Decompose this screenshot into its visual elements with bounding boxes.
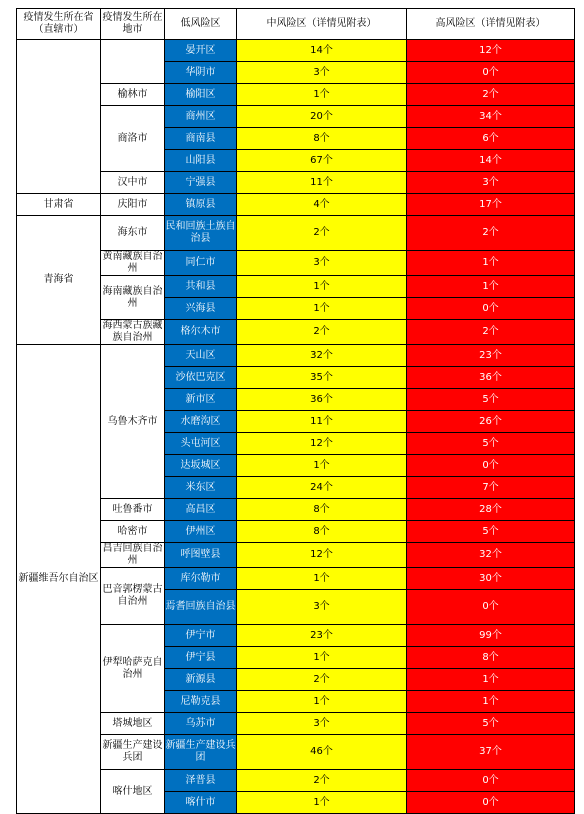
- city-cell: 乌鲁木齐市: [101, 345, 165, 499]
- medium-risk-cell: 3个: [237, 590, 407, 625]
- medium-risk-cell: 1个: [237, 298, 407, 320]
- table-row: [17, 320, 575, 345]
- city-cell: 昌吉回族自治州: [102, 543, 163, 566]
- table-row: [17, 40, 575, 62]
- low-risk-cell: 伊宁市: [165, 625, 237, 647]
- medium-risk-cell: 35个: [237, 367, 407, 389]
- low-risk-cell: 尼勒克县: [165, 691, 237, 713]
- city-cell: 巴音郭楞蒙古自治州: [101, 568, 165, 625]
- city-cell: 海南藏族自治州: [101, 276, 165, 320]
- high-risk-cell: 34个: [407, 106, 575, 128]
- low-risk-cell: 喀什市: [165, 792, 237, 814]
- high-risk-cell: 2个: [407, 320, 575, 345]
- high-risk-cell: 1个: [407, 691, 575, 713]
- header-city: 疫情发生所在地市: [101, 9, 165, 40]
- high-risk-cell: 30个: [407, 568, 575, 590]
- low-risk-cell: 镇原县: [165, 194, 237, 216]
- high-risk-cell: 1个: [407, 251, 575, 276]
- low-risk-cell: 格尔木市: [165, 320, 237, 345]
- medium-risk-cell: 11个: [237, 172, 407, 194]
- high-risk-cell: 2个: [407, 216, 575, 251]
- high-risk-cell: 99个: [407, 625, 575, 647]
- low-risk-cell: 头屯河区: [165, 433, 237, 455]
- city-cell: 汉中市: [101, 172, 165, 194]
- table-row: [17, 713, 575, 735]
- medium-risk-cell: 2个: [237, 770, 407, 792]
- table-body: [17, 40, 575, 814]
- table-row: [17, 345, 575, 367]
- medium-risk-cell: 4个: [237, 194, 407, 216]
- low-risk-cell: 天山区: [165, 345, 237, 367]
- high-risk-cell: 0个: [407, 298, 575, 320]
- high-risk-cell: 5个: [407, 433, 575, 455]
- low-risk-cell: 米东区: [165, 477, 237, 499]
- risk-area-table-container: [16, 8, 575, 814]
- city-cell: 海西蒙古族藏族自治州: [102, 320, 163, 343]
- city-cell: 榆林市: [101, 84, 165, 106]
- high-risk-cell: 1个: [407, 276, 575, 298]
- risk-area-table: [16, 8, 575, 814]
- table-row: [17, 106, 575, 128]
- header-low-risk: 低风险区: [165, 9, 237, 40]
- low-risk-cell: 商南县: [165, 128, 237, 150]
- medium-risk-cell: 11个: [237, 411, 407, 433]
- high-risk-cell: 28个: [407, 499, 575, 521]
- low-risk-cell: 民和回族土族自治县: [165, 216, 237, 251]
- city-cell: [101, 40, 165, 84]
- table-row: [17, 568, 575, 590]
- high-risk-cell: 12个: [407, 40, 575, 62]
- medium-risk-cell: 23个: [237, 625, 407, 647]
- medium-risk-cell: 1个: [237, 691, 407, 713]
- table-row: [17, 276, 575, 298]
- province-cell: 新疆维吾尔自治区: [17, 345, 101, 814]
- high-risk-cell: 8个: [407, 647, 575, 669]
- city-cell: 吐鲁番市: [101, 499, 165, 521]
- high-risk-cell: 32个: [407, 543, 575, 568]
- high-risk-cell: 5个: [407, 521, 575, 543]
- header-province: 疫情发生所在省（直辖市）: [17, 9, 101, 40]
- low-risk-cell: 宁强县: [165, 172, 237, 194]
- table-row: [17, 543, 575, 568]
- high-risk-cell: 0个: [407, 770, 575, 792]
- low-risk-cell: 新源县: [165, 669, 237, 691]
- high-risk-cell: 5个: [407, 389, 575, 411]
- low-risk-cell: 同仁市: [165, 251, 237, 276]
- medium-risk-cell: 3个: [237, 713, 407, 735]
- high-risk-cell: 0个: [407, 590, 575, 625]
- low-risk-cell: 共和县: [165, 276, 237, 298]
- city-cell: 商洛市: [101, 106, 165, 172]
- city-cell: 庆阳市: [101, 194, 165, 216]
- high-risk-cell: 5个: [407, 713, 575, 735]
- high-risk-cell: 17个: [407, 194, 575, 216]
- high-risk-cell: 2个: [407, 84, 575, 106]
- city-cell: 喀什地区: [101, 770, 165, 814]
- table-row: [17, 521, 575, 543]
- medium-risk-cell: 8个: [237, 128, 407, 150]
- province-cell: [17, 40, 101, 194]
- header-row: [17, 9, 575, 40]
- medium-risk-cell: 1个: [237, 455, 407, 477]
- medium-risk-cell: 1个: [237, 84, 407, 106]
- high-risk-cell: 0个: [407, 455, 575, 477]
- table-row: [17, 84, 575, 106]
- high-risk-cell: 26个: [407, 411, 575, 433]
- low-risk-cell: 乌苏市: [165, 713, 237, 735]
- high-risk-cell: 7个: [407, 477, 575, 499]
- low-risk-cell: 新疆生产建设兵团: [165, 735, 237, 770]
- city-cell: 伊犁哈萨克自治州: [101, 625, 165, 713]
- medium-risk-cell: 8个: [237, 499, 407, 521]
- medium-risk-cell: 32个: [237, 345, 407, 367]
- medium-risk-cell: 24个: [237, 477, 407, 499]
- medium-risk-cell: 3个: [237, 62, 407, 84]
- high-risk-cell: 0个: [407, 62, 575, 84]
- low-risk-cell: 沙依巴克区: [165, 367, 237, 389]
- medium-risk-cell: 1个: [237, 568, 407, 590]
- city-cell: 海东市: [101, 216, 165, 251]
- high-risk-cell: 3个: [407, 172, 575, 194]
- header-high-risk: 高风险区（详情见附表）: [407, 9, 575, 40]
- city-cell: 塔城地区: [101, 713, 165, 735]
- city-cell: 黄南藏族自治州: [102, 251, 163, 274]
- table-row: [17, 172, 575, 194]
- city-cell: 新疆生产建设兵团: [101, 735, 165, 770]
- low-risk-cell: 兴海县: [165, 298, 237, 320]
- city-cell: 哈密市: [101, 521, 165, 543]
- table-row: [17, 251, 575, 276]
- table-row: [17, 735, 575, 770]
- low-risk-cell: 泽普县: [165, 770, 237, 792]
- medium-risk-cell: 1个: [237, 792, 407, 814]
- low-risk-cell: 榆阳区: [165, 84, 237, 106]
- low-risk-cell: 伊宁县: [165, 647, 237, 669]
- medium-risk-cell: 36个: [237, 389, 407, 411]
- low-risk-cell: 水磨沟区: [165, 411, 237, 433]
- medium-risk-cell: 2个: [237, 216, 407, 251]
- low-risk-cell: 山阳县: [165, 150, 237, 172]
- header-medium-risk: 中风险区（详情见附表）: [237, 9, 407, 40]
- medium-risk-cell: 3个: [237, 251, 407, 276]
- low-risk-cell: 商州区: [165, 106, 237, 128]
- medium-risk-cell: 2个: [237, 669, 407, 691]
- low-risk-cell: 新市区: [165, 389, 237, 411]
- low-risk-cell: 华阴市: [165, 62, 237, 84]
- table-row: [17, 625, 575, 647]
- low-risk-cell: 高昌区: [165, 499, 237, 521]
- medium-risk-cell: 8个: [237, 521, 407, 543]
- high-risk-cell: 37个: [407, 735, 575, 770]
- medium-risk-cell: 1个: [237, 647, 407, 669]
- medium-risk-cell: 12个: [237, 543, 407, 568]
- medium-risk-cell: 12个: [237, 433, 407, 455]
- table-row: [17, 194, 575, 216]
- medium-risk-cell: 67个: [237, 150, 407, 172]
- province-cell: 青海省: [17, 216, 101, 345]
- medium-risk-cell: 1个: [237, 276, 407, 298]
- medium-risk-cell: 20个: [237, 106, 407, 128]
- low-risk-cell: 晏开区: [165, 40, 237, 62]
- low-risk-cell: 焉耆回族自治县: [165, 590, 237, 625]
- high-risk-cell: 0个: [407, 792, 575, 814]
- high-risk-cell: 14个: [407, 150, 575, 172]
- medium-risk-cell: 14个: [237, 40, 407, 62]
- low-risk-cell: 达坂城区: [165, 455, 237, 477]
- table-row: [17, 499, 575, 521]
- medium-risk-cell: 46个: [237, 735, 407, 770]
- province-cell: 甘肃省: [17, 194, 101, 216]
- low-risk-cell: 呼图壁县: [165, 543, 237, 568]
- high-risk-cell: 36个: [407, 367, 575, 389]
- medium-risk-cell: 2个: [237, 320, 407, 345]
- high-risk-cell: 23个: [407, 345, 575, 367]
- high-risk-cell: 6个: [407, 128, 575, 150]
- high-risk-cell: 1个: [407, 669, 575, 691]
- low-risk-cell: 伊州区: [165, 521, 237, 543]
- low-risk-cell: 库尔勒市: [165, 568, 237, 590]
- table-row: [17, 216, 575, 251]
- table-row: [17, 770, 575, 792]
